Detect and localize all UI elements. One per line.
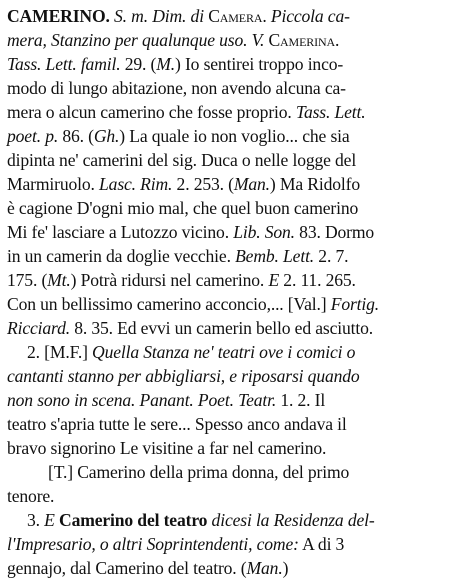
body-text: Con un bellissimo camerino acconcio,... [Val.] [7, 294, 331, 314]
body-text: in un camerin da doglie vecchie. [7, 246, 236, 266]
italic-text: E [268, 270, 280, 290]
entry-line [7, 76, 466, 100]
body-text: dipinta ne' camerini del sig. Duca o nelle logge del [7, 150, 357, 170]
italic-text: l'Impresario, o altri Soprintendenti, come: [7, 534, 299, 554]
body-text: 29. ( [120, 54, 157, 74]
body-text: . [262, 6, 271, 26]
italic-text: Gh. [93, 126, 120, 146]
entry-line [27, 508, 466, 532]
entry-line [7, 364, 466, 388]
entry-line [7, 268, 466, 292]
italic-text: E [44, 510, 60, 530]
entry-line [7, 52, 466, 76]
entry-line [48, 460, 466, 484]
italic-text: Man. [233, 174, 270, 194]
body-text: A di 3 [298, 534, 345, 554]
body-text: ) Ma Ridolfo [269, 174, 360, 194]
body-text: ) Potrà ridursi nel camerino. [70, 270, 269, 290]
italic-text: Quella Stanza ne' teatri ove i comici o [92, 342, 356, 362]
entry-line [7, 484, 466, 508]
smallcaps-text: Camerina [268, 30, 335, 50]
entry-line [7, 220, 466, 244]
body-text: 83. Dormo [294, 222, 375, 242]
italic-text: dicesi la Residenza del- [207, 510, 375, 530]
body-text: . [335, 30, 340, 50]
entry-line [7, 124, 466, 148]
body-text: teatro s'apria tutte le sere... Spesso anco andava il [7, 414, 347, 434]
body-text: [T.] Camerino della prima donna, del primo [48, 462, 350, 482]
entry-line [7, 196, 466, 220]
italic-text: Fortig. [330, 294, 380, 314]
italic-text: non sono in scena. Panant. Poet. Teatr. [7, 390, 277, 410]
italic-text: Piccola ca- [270, 6, 350, 26]
body-text: è cagione D'ogni mio mal, che quel buon camerino [7, 198, 359, 218]
italic-text: cantanti stanno per abbigliarsi, e riposarsi quando [7, 366, 360, 386]
body-text: gennajo, dal Camerino del teatro. ( [7, 558, 247, 578]
headword-text: CAMERINO. [7, 6, 110, 26]
entry-line [7, 436, 466, 460]
body-text: 2. 11. 265. [279, 270, 356, 290]
entry-line [7, 4, 466, 28]
italic-text: Lib. Son. [233, 222, 295, 242]
italic-text: mera, Stanzino per qualunque uso. V. [7, 30, 269, 50]
body-text: 3. [27, 510, 45, 530]
italic-text: Tass. Lett. famil. [7, 54, 121, 74]
italic-text: poet. p. [7, 126, 59, 146]
italic-text: Man. [246, 558, 283, 578]
entry-line [7, 172, 466, 196]
body-text: 175. ( [7, 270, 48, 290]
entry-line [7, 244, 466, 268]
body-text: 2. 253. ( [172, 174, 234, 194]
entry-line [7, 148, 466, 172]
entry-line [7, 292, 466, 316]
italic-text: Lasc. Rim. [99, 174, 173, 194]
body-text: 2. 7. [314, 246, 349, 266]
entry-line [7, 100, 466, 124]
italic-text: Mt. [47, 270, 71, 290]
body-text: tenore. [7, 486, 55, 506]
entry-line [7, 532, 466, 556]
smallcaps-text: Camera [208, 6, 263, 26]
entry-line [7, 28, 466, 52]
body-text: mera o alcun camerino che fosse proprio. [7, 102, 296, 122]
body-text: ) [282, 558, 289, 578]
italic-text: Tass. Lett. [295, 102, 366, 122]
headword-text: Camerino del teatro [59, 510, 208, 530]
body-text: 8. 35. Ed evvi un camerin bello ed asciutto. [69, 318, 373, 338]
entry-line [7, 316, 466, 340]
italic-text: M. [156, 54, 176, 74]
body-text: 1. 2. Il [276, 390, 326, 410]
entry-line [7, 388, 466, 412]
italic-text: Bemb. Lett. [235, 246, 315, 266]
body-text: ) La quale io non voglio... che sia [119, 126, 350, 146]
body-text: ) Io sentirei troppo inco- [175, 54, 344, 74]
entry-line [27, 340, 466, 364]
entry-line [7, 556, 466, 580]
body-text: Mi fe' lasciare a Lutozzo vicino. [7, 222, 234, 242]
italic-text: Ricciard. [7, 318, 70, 338]
italic-text: S. m. Dim. di [114, 6, 209, 26]
body-text: modo di lungo abitazione, non avendo alcuna ca- [7, 78, 346, 98]
body-text: bravo signorino Le visitine a far nel camerino. [7, 438, 327, 458]
body-text: Marmiruolo. [7, 174, 100, 194]
body-text: 2. [M.F.] [27, 342, 93, 362]
entry-line [7, 412, 466, 436]
body-text: 86. ( [58, 126, 94, 146]
